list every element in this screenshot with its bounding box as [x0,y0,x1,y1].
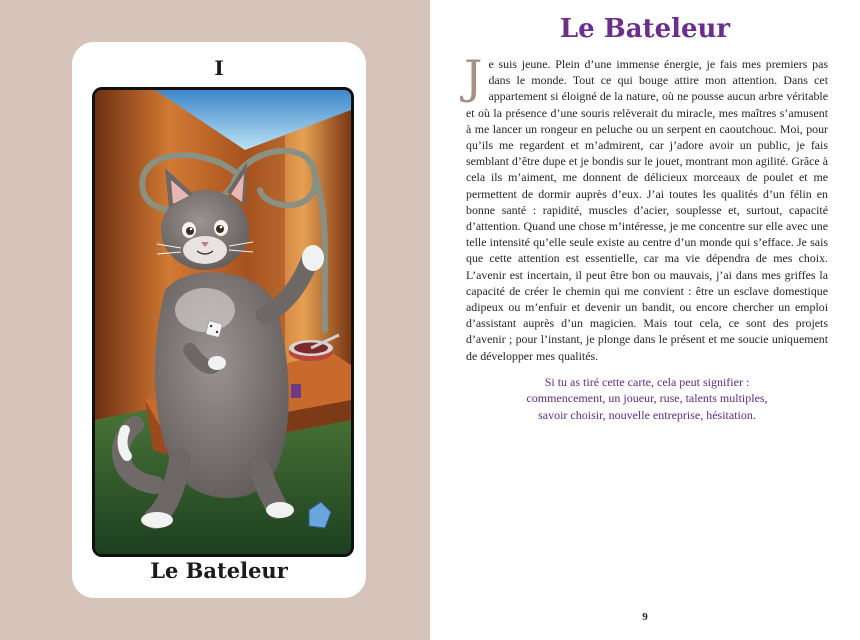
meaning-line: savoir choisir, nouvelle entreprise, hésitation. [538,407,756,422]
card-illustration [92,87,354,557]
page-title: Le Bateleur [559,14,731,44]
right-page [430,0,860,640]
body-text: e suis jeune. Plein d’une immense énergie, je fais mes premiers pas dans le monde. Tout ce qui bouge attire mon attention. Dans cet appartement si éloigné de la nature, où ne pousse aucun arbre véritable et où la présence d’une souris relèverait du miracle, mes maîtres s’amusent à me lancer un rongeur en peluche ou un serpent en caoutchouc. Moi, pour qu’ils me regardent et m’admirent, car j’adore avoir un public, je fais semblant d’être dupe et je bondis sur le jouet, montrant mon agilité. Grâce à cela ils m’aiment, me donnent de délicieux morceaux de poulet et me permettent de dormir auprès d’eux. J’ai toutes les qualités d’un félin en bonne santé : rapidité, muscles d’acier, souplesse et, surtout, capacité d’attention. Quand une chose m’intéresse, je me concentre sur elle avec une telle intensité qu’elle seule existe au centre d’un monde qui s’efface. Je sais que cette attention est essentielle, car ma vie dépendra de mes choix. L’avenir est incertain, il peut être bon ou mauvais, j’ai dans mes griffes la capacité de créer le chemin qui me convient : être un esclave domestique adipeux ou m’enfuir et devenir un bandit, ou encore chercher un emploi d’assistant auprès d’un magicien. Mais tout cela, ce sont des projets d’avenir ; pour l’instant, je plonge dans le présent et me soucie uniquement de développer mes qualités. [466,57,828,363]
body-paragraph [464,50,828,364]
card-meaning [466,374,828,423]
meaning-line: commencement, un joueur, ruse, talents multiples, [526,391,768,406]
cat-magician-illustration [95,90,351,554]
meaning-line: Si tu as tiré cette carte, cela peut signifier : [544,374,750,389]
card-title: Le Bateleur [150,558,288,583]
page-number: 9 [642,611,648,623]
drop-cap: J [464,50,483,104]
card-numeral: I [214,56,224,80]
tarot-card [72,42,366,598]
body-section [464,50,828,423]
